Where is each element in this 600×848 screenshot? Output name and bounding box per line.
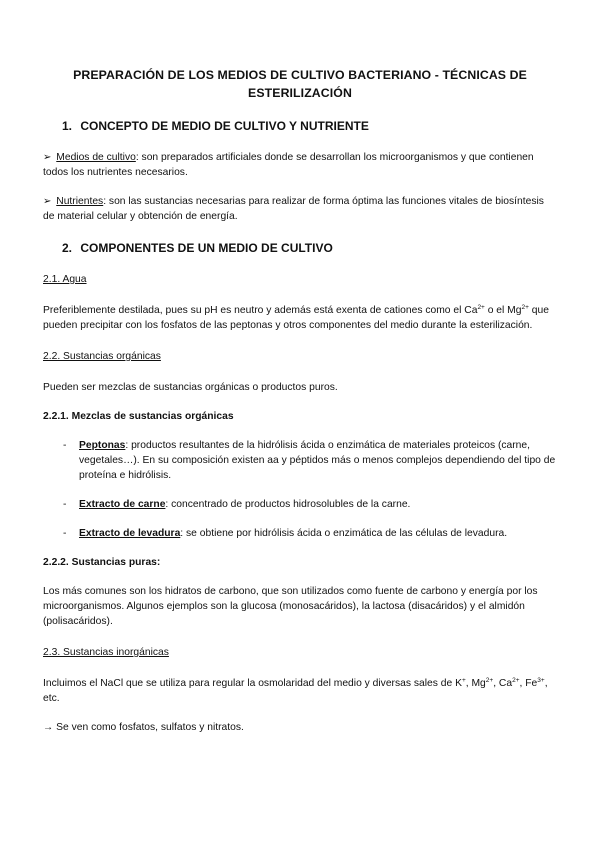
- medios-definition: [43, 150, 557, 180]
- section-1-heading: [62, 118, 557, 134]
- mezclas-heading: 2.2.1. Mezclas de sustancias orgánicas: [43, 411, 234, 422]
- organicas-heading: 2.2. Sustancias orgánicas: [43, 351, 161, 362]
- nutrientes-definition: [43, 194, 557, 224]
- extracto-carne-text: : concentrado de productos hidrosolubles de la carne.: [165, 499, 411, 510]
- section-1-title: CONCEPTO DE MEDIO DE CULTIVO Y NUTRIENTE: [80, 119, 369, 133]
- document-title: PREPARACIÓN DE LOS MEDIOS DE CULTIVO BACTERIANO - TÉCNICAS DE ESTERILIZACIÓN: [73, 68, 527, 100]
- extracto-levadura-term: Extracto de levadura: [79, 528, 181, 539]
- extracto-levadura-text: : se obtiene por hidrólisis ácida o enzimática de las células de levadura.: [180, 528, 508, 539]
- arrowhead-bullet-icon: ➢: [43, 152, 52, 163]
- dash-bullet: -: [63, 499, 67, 510]
- inorganicas-heading: 2.3. Sustancias inorgánicas: [43, 647, 169, 658]
- peptonas-text: : productos resultantes de la hidrólisis ácida o enzimática de materiales proteicos (carne, vegetales…). En su composición existen aa y péptidos más o menos complejos dependiendo del tipo de proteína e hidrólisis.: [79, 440, 556, 481]
- dash-bullet: -: [63, 528, 67, 539]
- arrowhead-bullet-icon: ➢: [43, 196, 52, 207]
- agua-paragraph: Preferiblemente destilada, pues su pH es neutro y además está exenta de cationes como el $Ca^{2+}$ o el $Mg^{2+}$ que pueden precipitar con los fosfatos de las peptonas y otros componentes del medio durante la esterilización.: [43, 304, 549, 331]
- inorganicas-note: → Se ven como fosfatos, sulfatos y nitratos.: [43, 722, 244, 733]
- section-2-number: 2.: [62, 241, 73, 255]
- section-1-number: 1.: [62, 119, 73, 133]
- document-page: [43, 66, 557, 749]
- right-arrow-icon: →: [43, 722, 54, 733]
- puras-paragraph: Los más comunes son los hidratos de carbono, que son utilizados como fuente de carbono y energía por los microorganismos. Algunos ejemplos son la glucosa (monosacáridos), la lactosa (disacáridos) y el almidón (polisacáridos).: [43, 586, 538, 627]
- section-2-heading: [62, 240, 557, 256]
- section-2-title: COMPONENTES DE UN MEDIO DE CULTIVO: [80, 241, 333, 255]
- agua-heading: 2.1. Agua: [43, 274, 87, 285]
- medios-text: : son preparados artificiales donde se desarrollan los microorganismos y que contienen todos los nutrientes necesarios.: [43, 152, 534, 178]
- nutrientes-term: Nutrientes: [56, 196, 104, 207]
- list-item-peptonas: [43, 438, 557, 483]
- dash-bullet: -: [63, 440, 67, 451]
- nutrientes-text: : son las sustancias necesarias para realizar de forma óptima las funciones vitales de biosíntesis de material celular y obtención de energía.: [43, 196, 544, 222]
- inorganicas-paragraph: Incluimos el NaCl que se utiliza para regular la osmolaridad del medio y diversas sales de K+, $Mg^{2+}$, $Ca^{2+}$, $Fe^{3+}$, etc.: [43, 677, 548, 704]
- extracto-carne-term: Extracto de carne: [79, 499, 166, 510]
- peptonas-term: Peptonas: [79, 440, 126, 451]
- medios-term: Medios de cultivo: [56, 152, 136, 163]
- list-item-extracto-levadura: [43, 526, 557, 541]
- list-item-extracto-carne: [43, 497, 557, 512]
- puras-heading: 2.2.2. Sustancias puras:: [43, 557, 161, 568]
- organicas-paragraph: Pueden ser mezclas de sustancias orgánicas o productos puros.: [43, 382, 338, 393]
